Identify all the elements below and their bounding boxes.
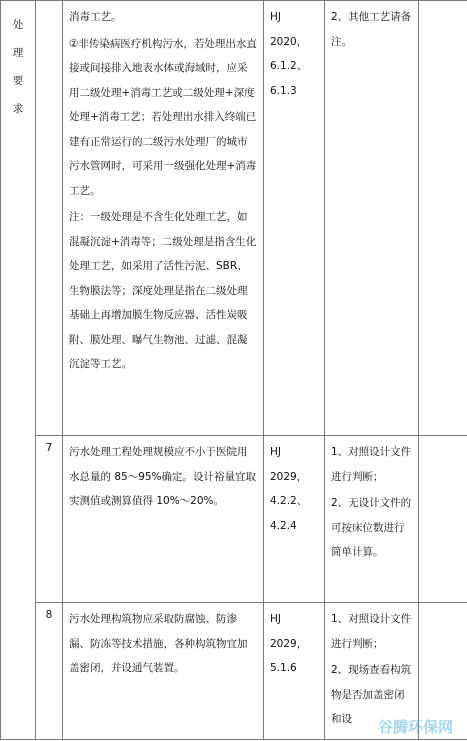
item-number-cell: [36, 436, 63, 603]
method-cell: [325, 1, 419, 436]
item-number-cell: [36, 603, 63, 740]
section-label-cell: [1, 1, 36, 740]
method-cell: [325, 436, 419, 603]
section-label-char: 要: [12, 75, 24, 87]
basis-text: HJ 2029，4.2.2、4.2.4: [270, 446, 308, 532]
requirement-cell: [63, 603, 264, 740]
remark-cell: [419, 436, 467, 603]
method-text: 2、其他工艺请备注。: [331, 11, 412, 48]
table-row: [1, 1, 467, 436]
basis-cell: [264, 1, 325, 436]
basis-text: HJ 2029，5.1.6: [270, 613, 308, 674]
method-text: 2、现场查看构筑物是否加盖密闭和设: [331, 664, 412, 725]
basis-cell: [264, 436, 325, 603]
section-label-char: 求: [12, 103, 24, 115]
requirement-text: 污水处理构筑物应采取防腐蚀、防渗漏、防冻等技术措施，各种构筑物宜加盖密闭，并设通气装置。: [69, 613, 248, 674]
section-label: [1, 1, 35, 123]
basis-cell: [264, 603, 325, 740]
method-text: 2、无设计文件的可按床位数进行简单计算。: [331, 497, 412, 558]
section-label-char: 处: [12, 19, 24, 31]
item-number: 7: [45, 442, 53, 454]
watermark-logo: 谷腾环保网: [377, 718, 453, 736]
method-text: 1、对照设计文件进行判断；: [331, 613, 412, 650]
basis-text: HJ 2020，6.1.2、6.1.3: [270, 11, 308, 97]
method-text: 1、对照设计文件进行判断；: [331, 446, 412, 483]
requirement-text: 污水处理工程处理规模应不小于医院用水总量的 85～95%确定。设计裕量宜取实测值或测算值得 10%～20%。: [69, 446, 257, 507]
requirement-cell: [63, 436, 264, 603]
requirement-text: 消毒工艺。: [69, 11, 122, 23]
item-number: 8: [45, 609, 53, 621]
requirement-cell: [63, 1, 264, 436]
requirement-note: 注：一级处理是不含生化处理工艺，如混凝沉淀+消毒等；二级处理是指含生化处理工艺，如采用了活性污泥、SBR、生物膜法等；深度处理是指在二级处理基础上再增加膜生物反应器、活性炭吸附、膜处理、曝气生物池、过滤、混凝沉淀等工艺。: [69, 211, 257, 370]
item-number-cell: [36, 1, 63, 436]
section-label-char: 理: [12, 47, 24, 59]
requirement-text: ②非传染病医疗机构污水，若处理出水直接或间接排入地表水体或海域时，应采用二级处理+消毒工艺或二级处理+深度处理+消毒工艺；若处理出水排入终端已建有正常运行的二级污水处理厂的城市污水管网时，可采用一级强化处理+消毒工艺。: [69, 37, 257, 197]
remark-cell: [419, 1, 467, 436]
table-row: [1, 436, 467, 603]
